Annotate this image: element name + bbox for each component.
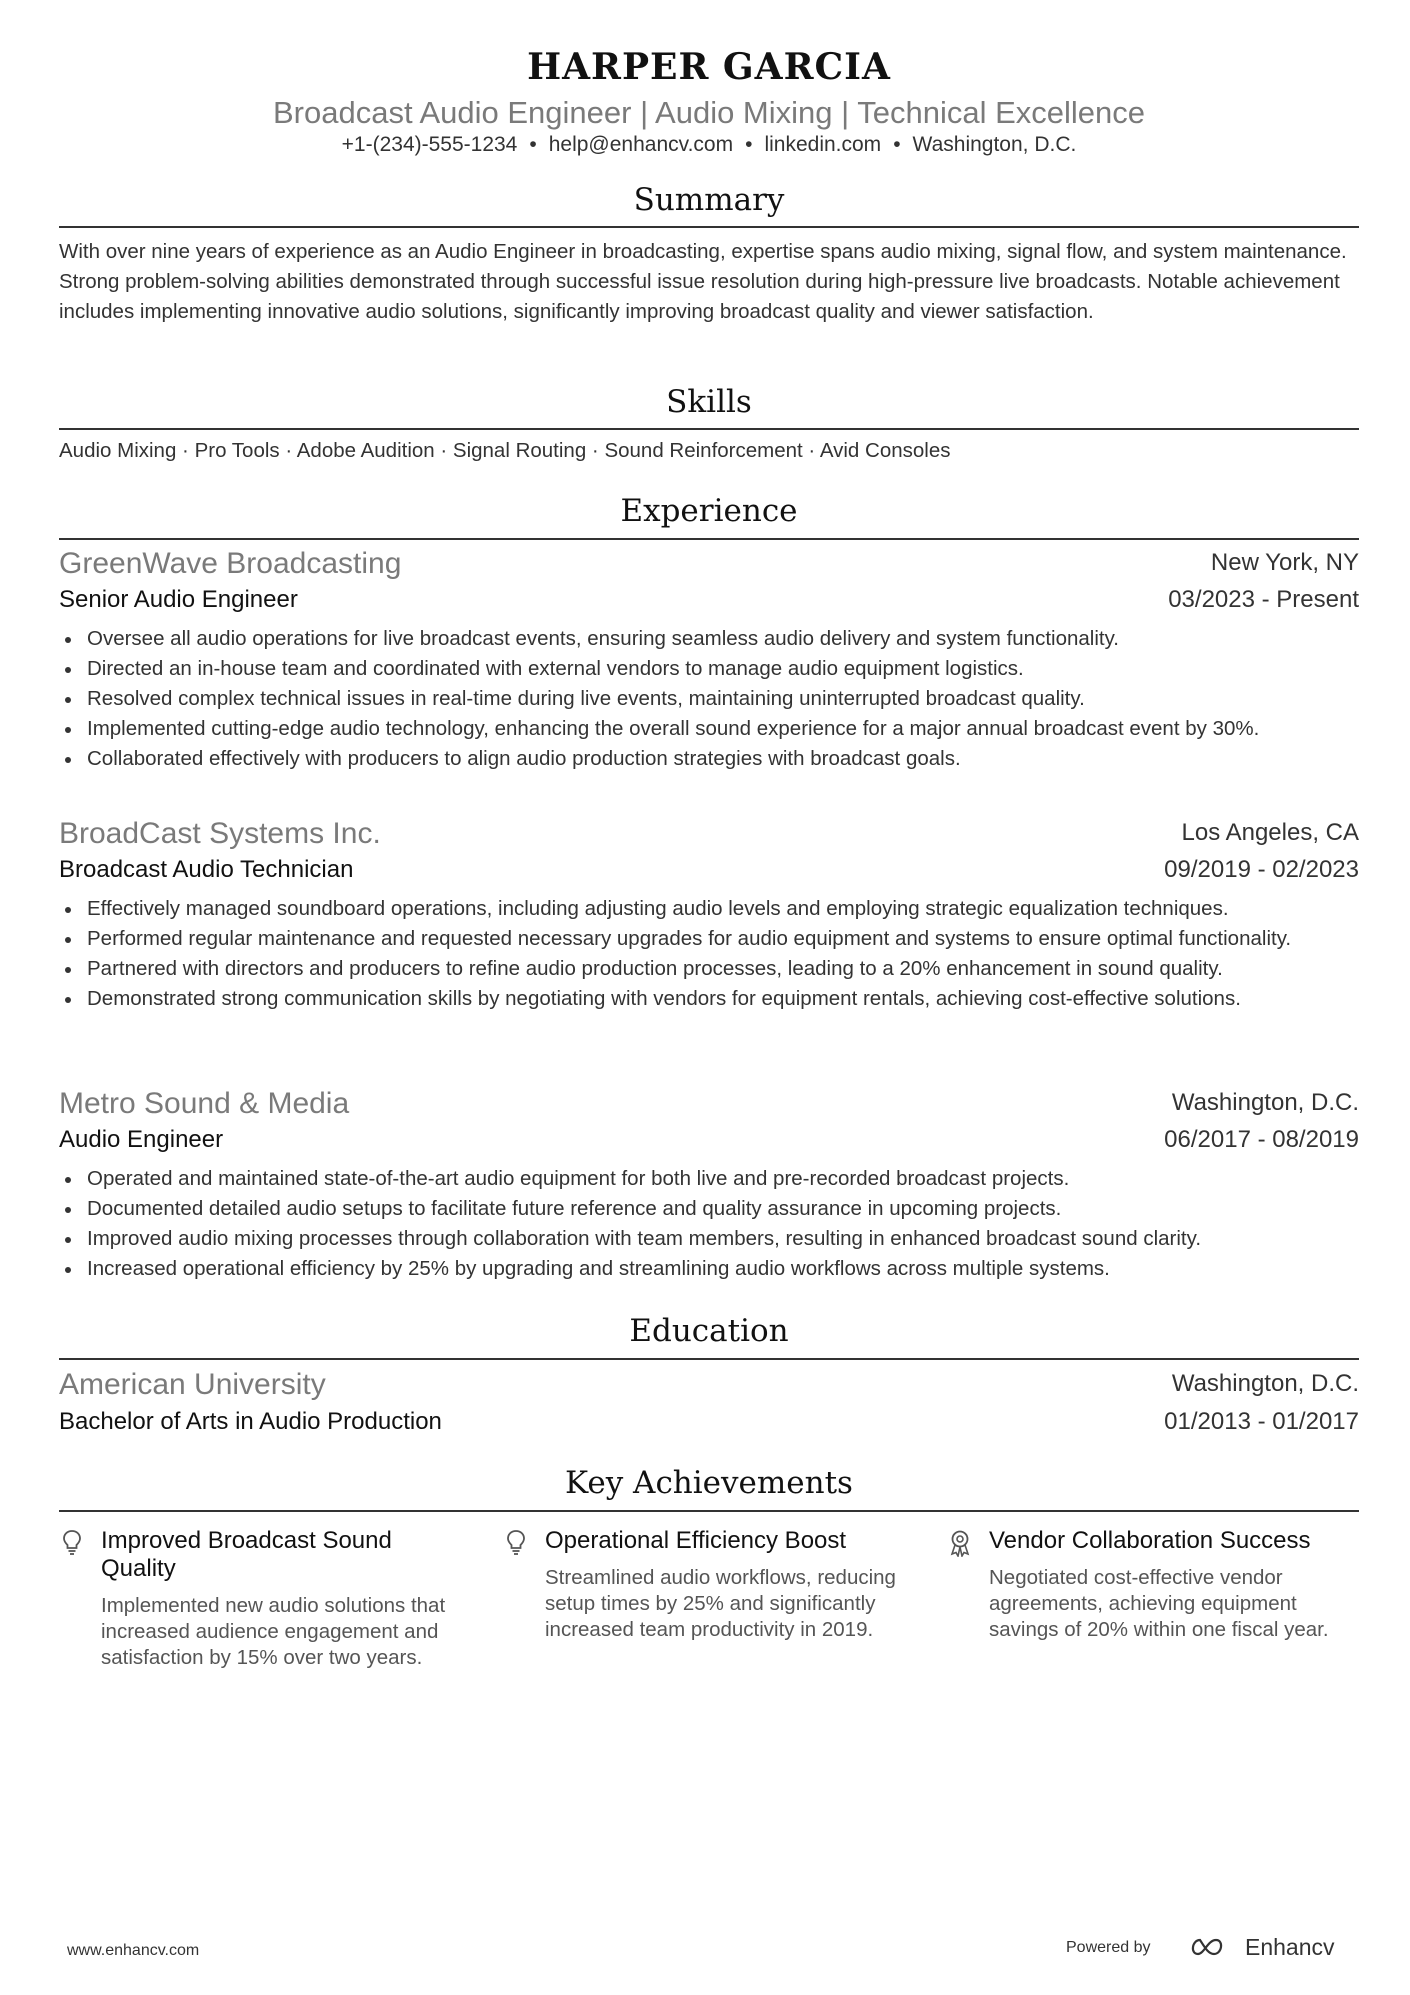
achievements-heading: Key Achievements — [565, 1465, 853, 1501]
bullet-item: Improved audio mixing processes through collaboration with team members, resulting in enhanced broadcast sound clarity. — [59, 1224, 1359, 1254]
lightbulb-icon — [503, 1529, 529, 1557]
job-location: New York, NY — [1210, 549, 1359, 576]
job-location: Washington, D.C. — [1171, 1089, 1359, 1116]
education-heading: Education — [629, 1313, 789, 1349]
location: Washington, D.C. — [912, 133, 1077, 156]
job-bullets — [59, 624, 1359, 774]
candidate-tagline: Broadcast Audio Engineer | Audio Mixing | Technical Excellence — [273, 95, 1145, 130]
job-dates: 03/2023 - Present — [1168, 586, 1359, 613]
school-name: American University — [59, 1368, 326, 1401]
achievement-desc: Negotiated cost-effective vendor agreements, achieving equipment savings of 20% within one fiscal year. — [989, 1566, 1329, 1641]
job-role: Senior Audio Engineer — [59, 586, 298, 613]
bullet-item: Operated and maintained state-of-the-art audio equipment for both live and pre-recorded broadcast projects. — [59, 1164, 1359, 1194]
education-divider — [59, 1358, 1359, 1360]
linkedin-link[interactable]: linkedin.com — [764, 133, 882, 156]
summary-divider — [59, 226, 1359, 228]
job-bullets — [59, 894, 1359, 1014]
education-dates: 01/2013 - 01/2017 — [1164, 1408, 1359, 1435]
summary-text: With over nine years of experience as an Audio Engineer in broadcasting, expertise spans audio mixing, signal flow, and system maintenance. Strong problem-solving abilities demonstrated through successful issue resolution during high-pressure live broadcasts. Notable achievement includes implementing innovative audio solutions, significantly improving broadcast quality and viewer satisfaction. — [59, 240, 1347, 323]
job-bullets — [59, 1164, 1359, 1284]
achievement-title: Vendor Collaboration Success — [989, 1527, 1311, 1554]
footer-powered-by: Powered by — [1066, 1939, 1151, 1956]
separator-dot: • — [745, 133, 753, 156]
footer-brand[interactable]: Enhancv — [1245, 1934, 1335, 1960]
skills-heading: Skills — [666, 384, 752, 420]
contact-line — [59, 133, 1359, 157]
bullet-item: Effectively managed soundboard operations, including adjusting audio levels and employing strategic equalization techniques. — [59, 894, 1359, 924]
award-icon — [947, 1529, 973, 1557]
achievement-desc: Implemented new audio solutions that increased audience engagement and satisfaction by 15% over two years. — [101, 1594, 446, 1669]
skills-list: Audio Mixing · Pro Tools · Adobe Audition · Signal Routing · Sound Reinforcement · Avid Consoles — [59, 439, 951, 462]
bullet-item: Demonstrated strong communication skills by negotiating with vendors for equipment rentals, achieving cost-effective solutions. — [59, 984, 1359, 1014]
job-role: Broadcast Audio Technician — [59, 856, 354, 883]
skills-divider — [59, 428, 1359, 430]
bullet-item: Performed regular maintenance and requested necessary upgrades for audio equipment and systems to ensure optimal functionality. — [59, 924, 1359, 954]
candidate-name: HARPER GARCIA — [527, 46, 891, 88]
bullet-item: Resolved complex technical issues in real-time during live events, maintaining uninterrupted broadcast quality. — [59, 684, 1359, 714]
job-company: BroadCast Systems Inc. — [59, 817, 381, 850]
bullet-item: Oversee all audio operations for live broadcast events, ensuring seamless audio delivery and system functionality. — [59, 624, 1359, 654]
lightbulb-icon — [59, 1529, 85, 1557]
email-link[interactable]: help@enhancv.com — [548, 133, 734, 156]
job-dates: 06/2017 - 08/2019 — [1164, 1126, 1359, 1153]
separator-dot: • — [529, 133, 537, 156]
experience-heading: Experience — [620, 493, 798, 529]
bullet-item: Collaborated effectively with producers to align audio production strategies with broadcast goals. — [59, 744, 1359, 774]
school-location: Washington, D.C. — [1171, 1370, 1359, 1397]
job-company: GreenWave Broadcasting — [59, 547, 402, 580]
job-role: Audio Engineer — [59, 1126, 224, 1153]
separator-dot: • — [893, 133, 901, 156]
phone: +1-(234)-555-1234 — [341, 133, 518, 156]
bullet-item: Partnered with directors and producers to refine audio production processes, leading to a 20% enhancement in sound quality. — [59, 954, 1359, 984]
achievements-divider — [59, 1510, 1359, 1512]
bullet-item: Implemented cutting-edge audio technology, enhancing the overall sound experience for a major annual broadcast event by 30%. — [59, 714, 1359, 744]
summary-heading: Summary — [633, 182, 785, 218]
bullet-item: Directed an in-house team and coordinated with external vendors to manage audio equipment logistics. — [59, 654, 1359, 684]
bullet-item: Increased operational efficiency by 25% by upgrading and streamlining audio workflows across multiple systems. — [59, 1254, 1359, 1284]
achievement-title: Improved Broadcast Sound Quality — [101, 1527, 392, 1582]
job-company: Metro Sound & Media — [59, 1087, 350, 1120]
footer-website-link[interactable]: www.enhancv.com — [67, 1942, 200, 1959]
achievement-desc: Streamlined audio workflows, reducing setup times by 25% and significantly increased team productivity in 2019. — [545, 1566, 896, 1641]
experience-divider — [59, 538, 1359, 540]
bullet-item: Documented detailed audio setups to facilitate future reference and quality assurance in upcoming projects. — [59, 1194, 1359, 1224]
job-dates: 09/2019 - 02/2023 — [1164, 856, 1359, 883]
job-location: Los Angeles, CA — [1181, 819, 1359, 846]
degree: Bachelor of Arts in Audio Production — [59, 1408, 442, 1435]
achievement-title: Operational Efficiency Boost — [545, 1527, 847, 1554]
